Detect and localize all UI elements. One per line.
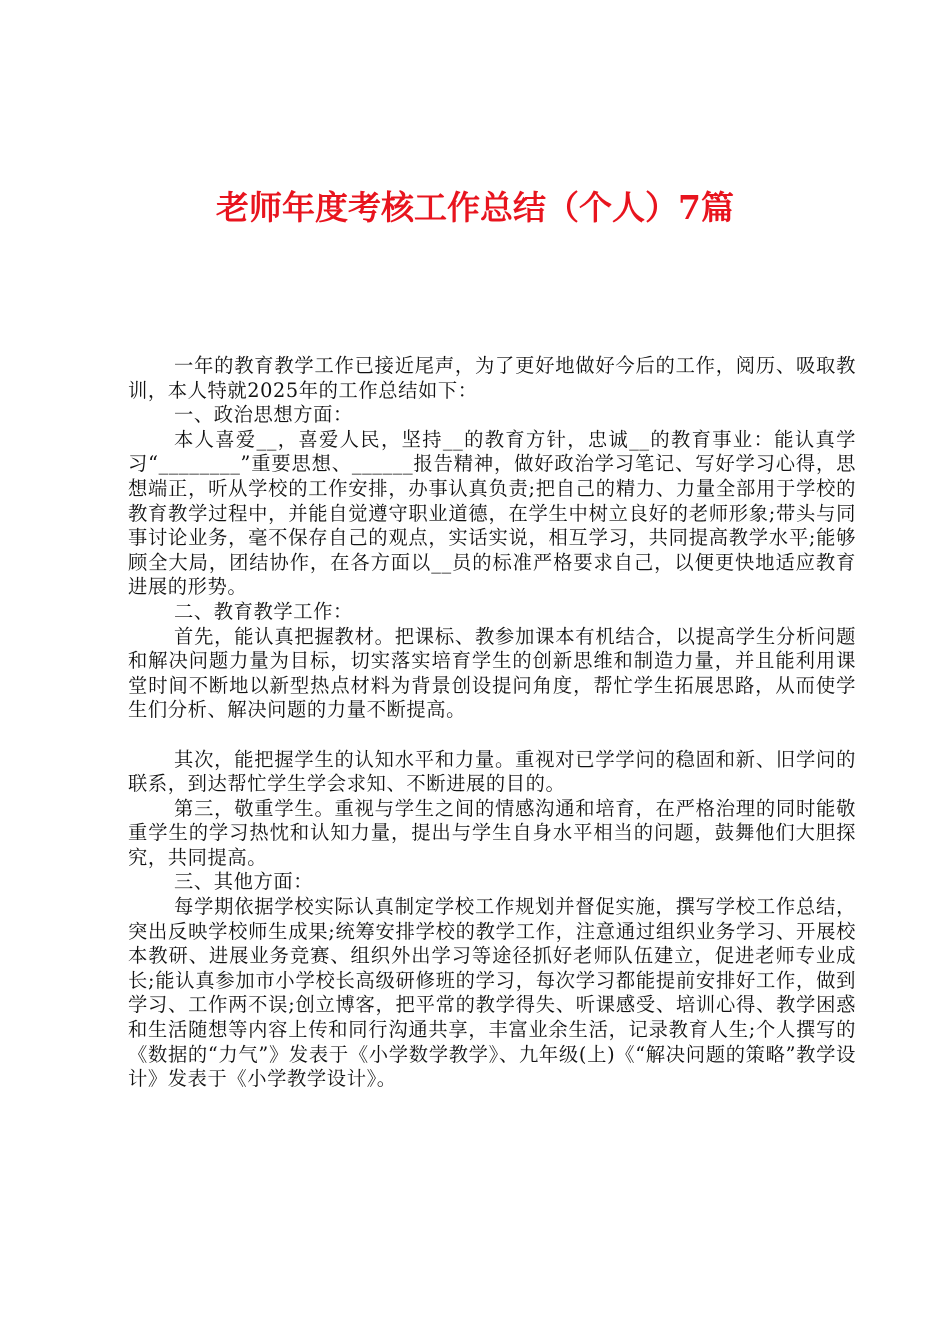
page-title: 老师年度考核工作总结（个人）7篇 [216, 188, 734, 227]
paragraph-spacer [128, 723, 856, 748]
other-paragraph: 每学期依据学校实际认真制定学校工作规划并督促实施，撰写学校工作总结，突出反映学校师生成果;统筹安排学校的教学工作，注意通过组织业务学习、开展校本教研、进展业务竞赛、组织外出学习等途径抓好老师队伍建立，促进老师专业成长;能认真参加市小学校长高级研修班的学习，每次学习都能提前安排好工作，做到学习、工作两不误;创立博客，把平常的教学得失、听课感受、培训心得、教学困惑和生活随想等内容上传和同行沟通共享，丰富业余生活，记录教育人生;个人撰写的《数据的“力气”》发表于《小学数学教学》、九年级(上)《“解决问题的策略”教学设计》发表于《小学教学设计》。 [128, 895, 856, 1091]
teaching-paragraph-second: 其次，能把握学生的认知水平和力量。重视对已学学问的稳固和新、旧学问的联系，到达帮忙学生学会求知、不断进展的目的。 [128, 747, 856, 796]
section-heading-other: 三、其他方面： [174, 870, 314, 894]
section-heading-teaching: 二、教育教学工作： [174, 599, 353, 623]
intro-paragraph: 一年的教育教学工作已接近尾声，为了更好地做好今后的工作，阅历、吸取教训，本人特就2025年的工作总结如下： [128, 354, 856, 402]
politics-paragraph: 本人喜爱__，喜爱人民，坚持__的教育方针，忠诚__的教育事业：能认真学习“________”重要思想、______报告精神，做好政治学习笔记、写好学习心得，思想端正，听从学校的工作安排，办事认真负责;把自己的精力、力量全部用于学校的教育教学过程中，并能自觉遵守职业道德，在学生中树立良好的老师形象;带头与同事讨论业务，毫不保存自己的观点，实话实说，相互学习，共同提高教学水平;能够顾全大局，团结协作，在各方面以__员的标准严格要求自己，以便更快地适应教育进展的形势。 [128, 427, 856, 599]
teaching-paragraph-first: 首先，能认真把握教材。把课标、教参加课本有机结合，以提高学生分析问题和解决问题力量为目标，切实落实培育学生的创新思维和制造力量，并且能利用课堂时间不断地以新型热点材料为背景创设提问角度，帮忙学生拓展思路，从而使学生们分析、解决问题的力量不断提高。 [128, 624, 856, 722]
document-body [128, 354, 856, 1092]
teaching-paragraph-third: 第三，敬重学生。重视与学生之间的情感沟通和培育，在严格治理的同时能敬重学生的学习热忱和认知力量，提出与学生自身水平相当的问题，鼓舞他们大胆探究，共同提高。 [128, 796, 856, 869]
section-heading-politics: 一、政治思想方面： [174, 403, 353, 427]
